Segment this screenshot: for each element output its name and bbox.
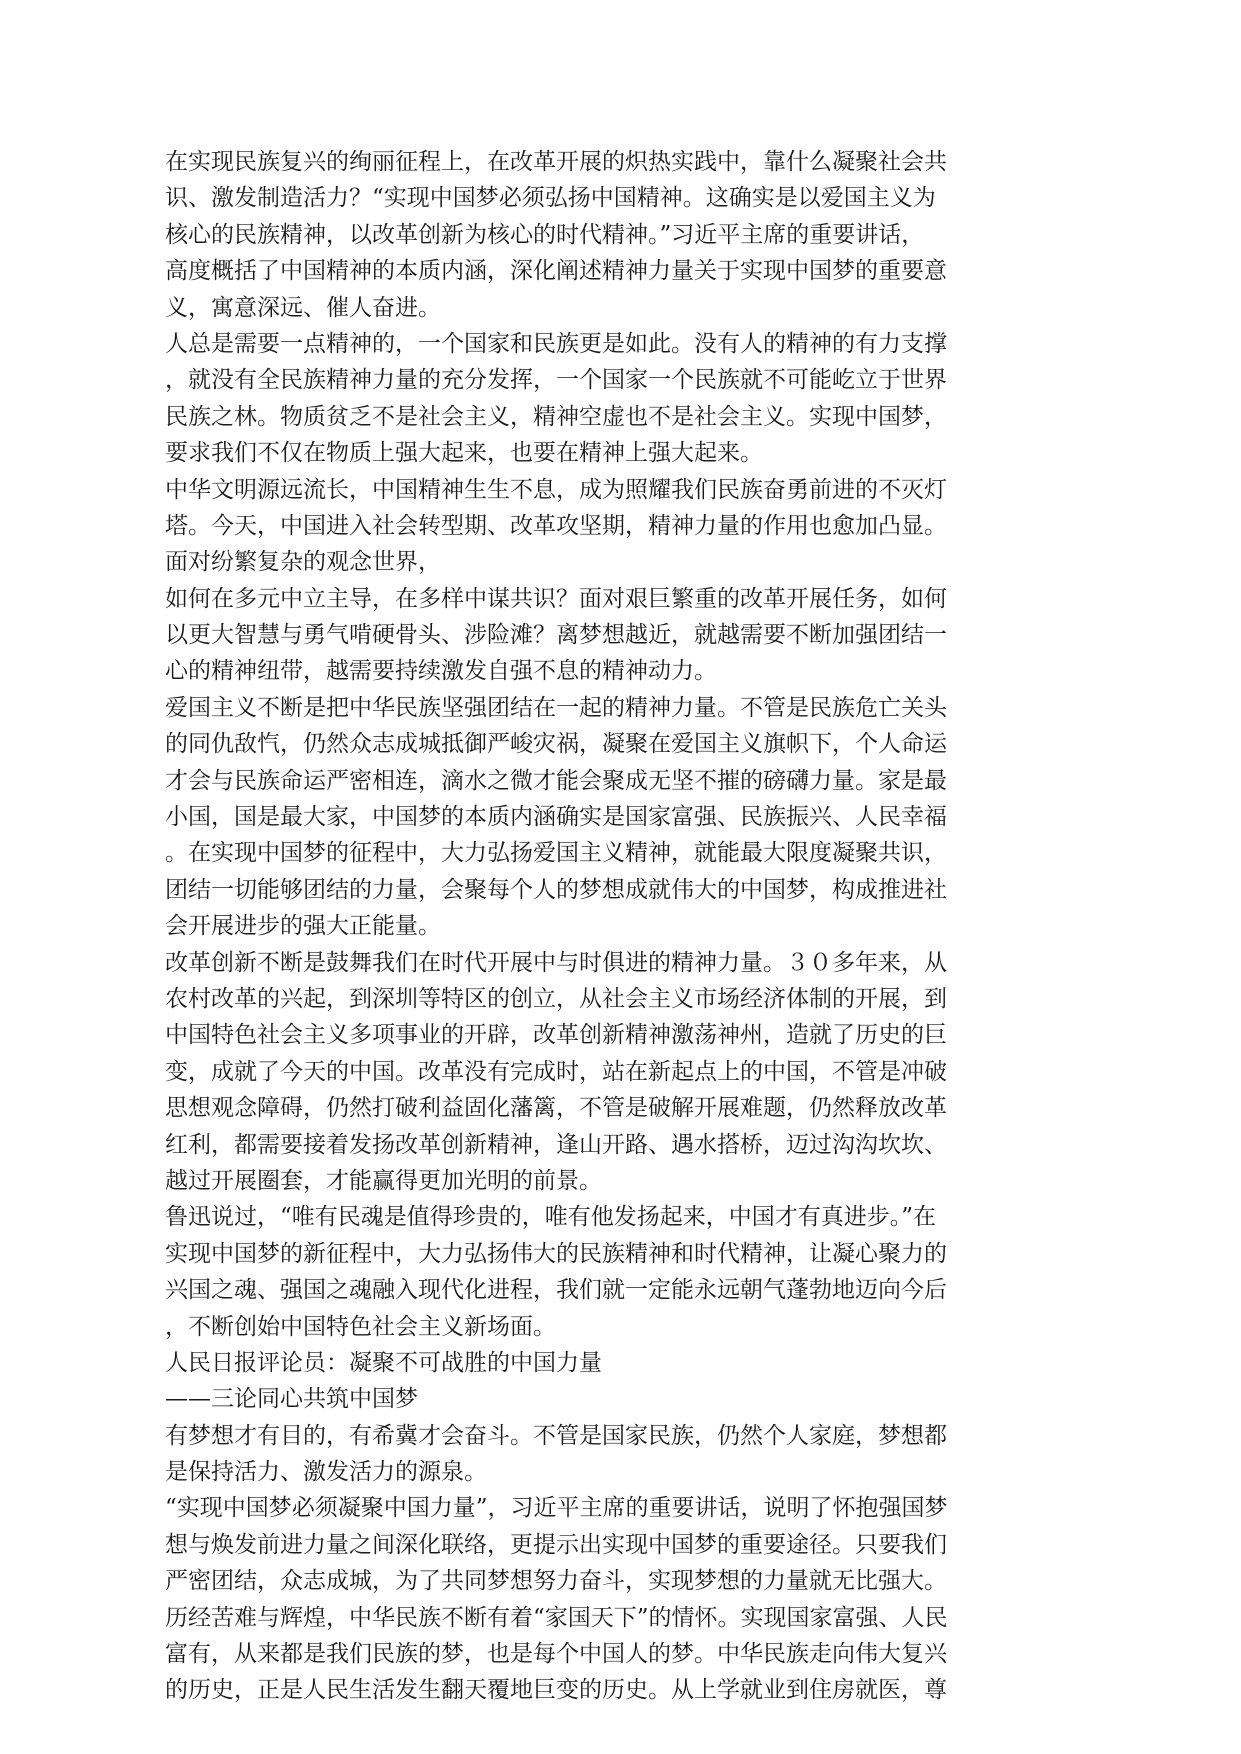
text-line: 面对纷繁复杂的观念世界， <box>165 549 441 576</box>
text-line: 要求我们不仅在物质上强大起来，也要在精神上强大起来。 <box>165 440 763 467</box>
document-body <box>165 144 1050 1709</box>
text-line: 会开展进步的强大正能量。 <box>165 913 441 940</box>
text-line: 兴国之魂、强国之魂融入现代化进程，我们就一定能永远朝气蓬勃地迈向今后 <box>165 1277 947 1304</box>
text-line: 义，寓意深远、催人奋进。 <box>165 294 441 321</box>
text-line: 历经苦难与辉煌，中华民族不断有着“家国天下”的情怀。实现国家富强、人民 <box>165 1604 948 1631</box>
text-line: 红利，都需要接着发扬改革创新精神，逢山开路、遇水搭桥，迈过沟沟坎坎、 <box>165 1131 947 1158</box>
text-line: 中国特色社会主义多项事业的开辟，改革创新精神激荡神州，造就了历史的巨 <box>165 1022 947 1049</box>
text-line: 人民日报评论员：凝聚不可战胜的中国力量 <box>165 1349 602 1376</box>
text-line: 心的精神纽带，越需要持续激发自强不息的精神动力。 <box>165 658 717 685</box>
text-line: 有梦想才有目的，有希冀才会奋斗。不管是国家民族，仍然个人家庭，梦想都 <box>165 1422 947 1449</box>
text-line: ，就没有全民族精神力量的充分发挥，一个国家一个民族就不可能屹立于世界 <box>165 367 947 394</box>
text-line: 民族之林。物质贫乏不是社会主义，精神空虚也不是社会主义。实现中国梦， <box>165 403 947 430</box>
text-line: 是保持活力、激发活力的源泉。 <box>165 1459 487 1486</box>
text-line: 严密团结，众志成城，为了共同梦想努力奋斗，实现梦想的力量就无比强大。 <box>165 1568 947 1595</box>
text-line: ，不断创始中国特色社会主义新场面。 <box>165 1313 556 1340</box>
text-line: 富有，从来都是我们民族的梦，也是每个中国人的梦。中华民族走向伟大复兴 <box>165 1641 947 1668</box>
text-line: 的历史，正是人民生活发生翻天覆地巨变的历史。从上学就业到住房就医，尊 <box>165 1677 947 1704</box>
text-line: 改革创新不断是鼓舞我们在时代开展中与时俱进的精神力量。３０多年来，从 <box>165 949 947 976</box>
text-line: “实现中国梦必须凝聚中国力量”，习近平主席的重要讲话，说明了怀抱强国梦 <box>165 1495 948 1522</box>
text-line: 团结一切能够团结的力量，会聚每个人的梦想成就伟大的中国梦，构成推进社 <box>165 876 947 903</box>
text-line: 思想观念障碍，仍然打破利益固化藩篱，不管是破解开展难题，仍然释放改革 <box>165 1095 947 1122</box>
text-line: 才会与民族命运严密相连，滴水之微才能会聚成无坚不摧的磅礴力量。家是最 <box>165 767 947 794</box>
text-line: 鲁迅说过，“唯有民魂是值得珍贵的，唯有他发扬起来，中国才有真进步。”在 <box>165 1204 937 1231</box>
text-line: 想与焕发前进力量之间深化联络，更提示出实现中国梦的重要途径。只要我们 <box>165 1531 947 1558</box>
text-line: 人总是需要一点精神的，一个国家和民族更是如此。没有人的精神的有力支撑 <box>165 330 947 357</box>
text-line: 塔。今天，中国进入社会转型期、改革攻坚期，精神力量的作用也愈加凸显。 <box>165 512 947 539</box>
text-line: 识、激发制造活力？“实现中国梦必须弘扬中国精神。这确实是以爱国主义为 <box>165 185 936 212</box>
text-line: 实现中国梦的新征程中，大力弘扬伟大的民族精神和时代精神，让凝心聚力的 <box>165 1240 947 1267</box>
text-line: 高度概括了中国精神的本质内涵，深化阐述精神力量关于实现中国梦的重要意 <box>165 258 947 285</box>
text-line: 如何在多元中立主导，在多样中谋共识？面对艰巨繁重的改革开展任务，如何 <box>165 585 947 612</box>
text-line: 在实现民族复兴的绚丽征程上，在改革开展的炽热实践中，靠什么凝聚社会共 <box>165 149 947 175</box>
text-line: 以更大智慧与勇气啃硬骨头、涉险滩？离梦想越近，就越需要不断加强团结一 <box>165 622 947 649</box>
text-line: 的同仇敌忾，仍然众志成城抵御严峻灾祸，凝聚在爱国主义旗帜下，个人命运 <box>165 731 947 758</box>
text-line: ——三论同心共筑中国梦 <box>165 1386 418 1413</box>
text-line: 爱国主义不断是把中华民族坚强团结在一起的精神力量。不管是民族危亡关头 <box>165 694 947 721</box>
text-line: 小国，国是最大家，中国梦的本质内涵确实是国家富强、民族振兴、人民幸福 <box>165 804 947 831</box>
text-line: 。在实现中国梦的征程中，大力弘扬爱国主义精神，就能最大限度凝聚共识， <box>165 840 947 867</box>
text-line: 变，成就了今天的中国。改革没有完成时，站在新起点上的中国，不管是冲破 <box>165 1058 947 1085</box>
text-line: 中华文明源远流长，中国精神生生不息，成为照耀我们民族奋勇前进的不灭灯 <box>165 476 947 503</box>
text-line: 核心的民族精神，以改革创新为核心的时代精神。”习近平主席的重要讲话， <box>165 221 925 248</box>
text-line: 越过开展圈套，才能赢得更加光明的前景。 <box>165 1167 602 1194</box>
text-line: 农村改革的兴起，到深圳等特区的创立，从社会主义市场经济体制的开展，到 <box>165 985 947 1012</box>
